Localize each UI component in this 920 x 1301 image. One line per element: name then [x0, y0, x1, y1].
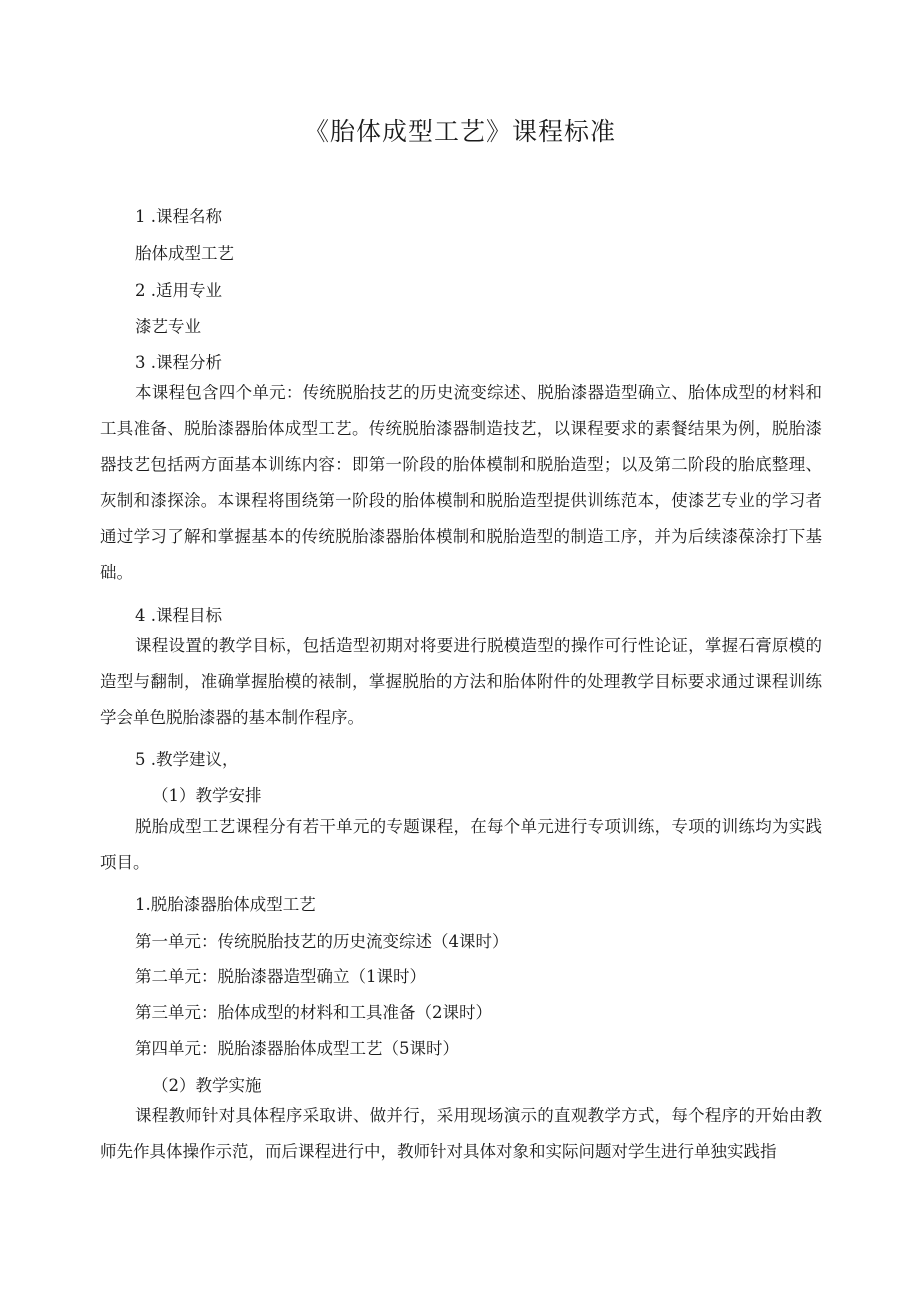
section-4-paragraph: 课程设置的教学目标，包括造型初期对将要进行脱模造型的操作可行性论证，掌握石膏原模的造型与翻制，准确掌握胎模的裱制，掌握脱胎的方法和胎体附件的处理教学目标要求通过课程训练学会单色脱胎漆器的基本制作程序。	[100, 636, 822, 727]
unit-4: 第四单元：脱胎漆器胎体成型工艺（5课时）	[135, 1039, 459, 1058]
section-1-heading: 1 .课程名称	[135, 207, 222, 226]
unit-3: 第三单元：胎体成型的材料和工具准备（2课时）	[135, 1003, 492, 1022]
item-1-heading: 1.脱胎漆器胎体成型工艺	[135, 895, 316, 914]
document-title: 《胎体成型工艺》课程标准	[303, 117, 616, 146]
section-5-implementation-paragraph: 课程教师针对具体程序采取讲、做并行，采用现场演示的直观教学方式，每个程序的开始由教师先作具体操作示范，而后课程进行中，教师针对具体对象和实际问题对学生进行单独实践指	[100, 1106, 822, 1161]
unit-2: 第二单元：脱胎漆器造型确立（1课时）	[135, 967, 426, 986]
section-5-heading: 5 .教学建议，	[135, 750, 239, 769]
section-3-paragraph: 本课程包含四个单元：传统脱胎技艺的历史流变综述、脱胎漆器造型确立、胎体成型的材料和工具准备、脱胎漆器胎体成型工艺。传统脱胎漆器制造技艺，以课程要求的素餐结果为例，脱胎漆器技艺包括两方面基本训练内容：即第一阶段的胎体模制和脱胎造型；以及第二阶段的胎底整理、灰制和漆探涂。本课程将围绕第一阶段的胎体模制和脱胎造型提供训练范本，使漆艺专业的学习者通过学习了解和掌握基本的传统脱胎漆器胎体模制和脱胎造型的制造工序，并为后续漆葆涂打下基础。	[100, 383, 822, 582]
section-1-content: 胎体成型工艺	[135, 244, 234, 263]
section-5-subheading-arrangement: （1）教学安排	[152, 786, 262, 805]
section-3-heading: 3 .课程分析	[135, 353, 222, 372]
unit-1: 第一单元：传统脱胎技艺的历史流变综述（4课时）	[135, 932, 509, 951]
section-4-heading: 4 .课程目标	[135, 606, 222, 625]
section-5-subheading-implementation: （2）教学实施	[152, 1076, 262, 1095]
section-2-content: 漆艺专业	[135, 317, 201, 336]
section-2-heading: 2 .适用专业	[135, 281, 222, 300]
section-5-arrangement-paragraph: 脱胎成型工艺课程分有若干单元的专题课程，在每个单元进行专项训练，专项的训练均为实践项目。	[100, 817, 822, 872]
